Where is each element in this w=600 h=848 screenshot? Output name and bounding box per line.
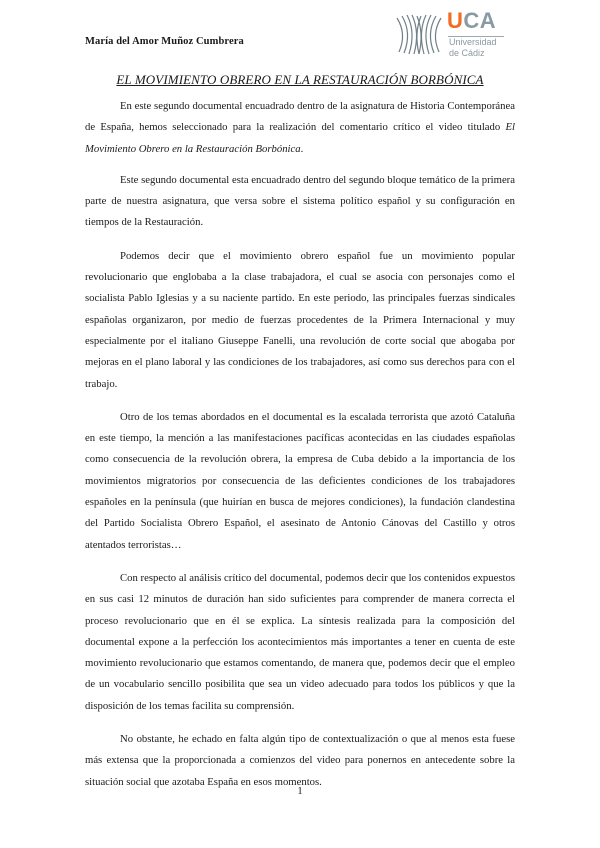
paragraph-4: Otro de los temas abordados en el documental es la escalada terrorista que azotó Cataluña en este tiempo, la mención a las manifestaciones pacíficas acontecidas en las ciudades españolas como consecuencia de la revolución obrera, la empresa de Cuba debido a la importancia de los movimientos migratorios por consecuencia de las deficientes condiciones de los trabajadores españoles en la península (que huirían en busca de mejores condiciones), la fundación clandestina del Partido Socialista Obrero Español, el asesinato de Antonio Cánovas del Castillo y otros atentados terroristas… [85,410,515,551]
paragraph-1: En este segundo documental encuadrado dentro de la asignatura de Historia Contemporánea de España, hemos seleccionado para la realización del comentario crítico el video titulado El Movimiento Obrero en la Restauración Borbónica. [85,100,515,155]
uca-emblem-icon [393,12,445,56]
logo-line-cadiz: de Cádiz [449,48,485,58]
video-title: El Movimiento Obrero en la Restauración Borbónica [85,121,515,155]
page-number: 1 [297,786,303,797]
document-body [85,96,515,805]
paragraph-6: No obstante, he echado en falta algún tipo de contextualización o que al menos esta fuese más extensa que la proporcionada a comienzos del video para ponernos en antecedente sobre la situación social que azotaba España en esos momentos. [85,733,515,788]
document-title: EL MOVIMIENTO OBRERO EN LA RESTAURACIÓN BORBÓNICA [116,72,484,87]
university-logo [393,10,513,60]
paragraph-2: Este segundo documental esta encuadrado dentro del segundo bloque temático de la primera parte de nuestra asignatura, que versa sobre el sistema político español y su configuración en tiempos de la Restauración. [85,173,515,229]
paragraph-3: Podemos decir que el movimiento obrero español fue un movimiento popular revolucionario que englobaba a la clase trabajadora, el cual se asocia con personajes como el socialista Pablo Iglesias y a su naciente partido. En este periodo, las principales fuerzas sindicales españolas organizaron, por medio de fuerzas procedentes de la Primera Internacional y muy especialmente por el italiano Giuseppe Fanelli, una revolución de corte social que abogaba por mejoras en el plano laboral y las condiciones de los trabajadores, así como sus derechos para con el trabajo. [85,249,515,390]
author-name: María del Amor Muñoz Cumbrera [85,36,244,47]
logo-line-universidad: Universidad [449,37,497,47]
logo-wordmark: UCA [447,8,497,33]
paragraph-5: Con respecto al análisis crítico del documental, podemos decir que los contenidos expuestos en sus casi 12 minutos de duración han sido suficientes para comprender de manera correcta el proceso revolucionario que en él se explica. La síntesis realizada para la composición del documental expone a la perfección los acontecimientos más importantes a tener en cuenta de este movimiento revolucionario que estamos comentando, de manera que, podemos decir que el empleo de un vocabulario sencillo posibilita que sea un video adecuado para todos los públicos y que la disposición de los temas facilita su comprensión. [85,571,515,712]
